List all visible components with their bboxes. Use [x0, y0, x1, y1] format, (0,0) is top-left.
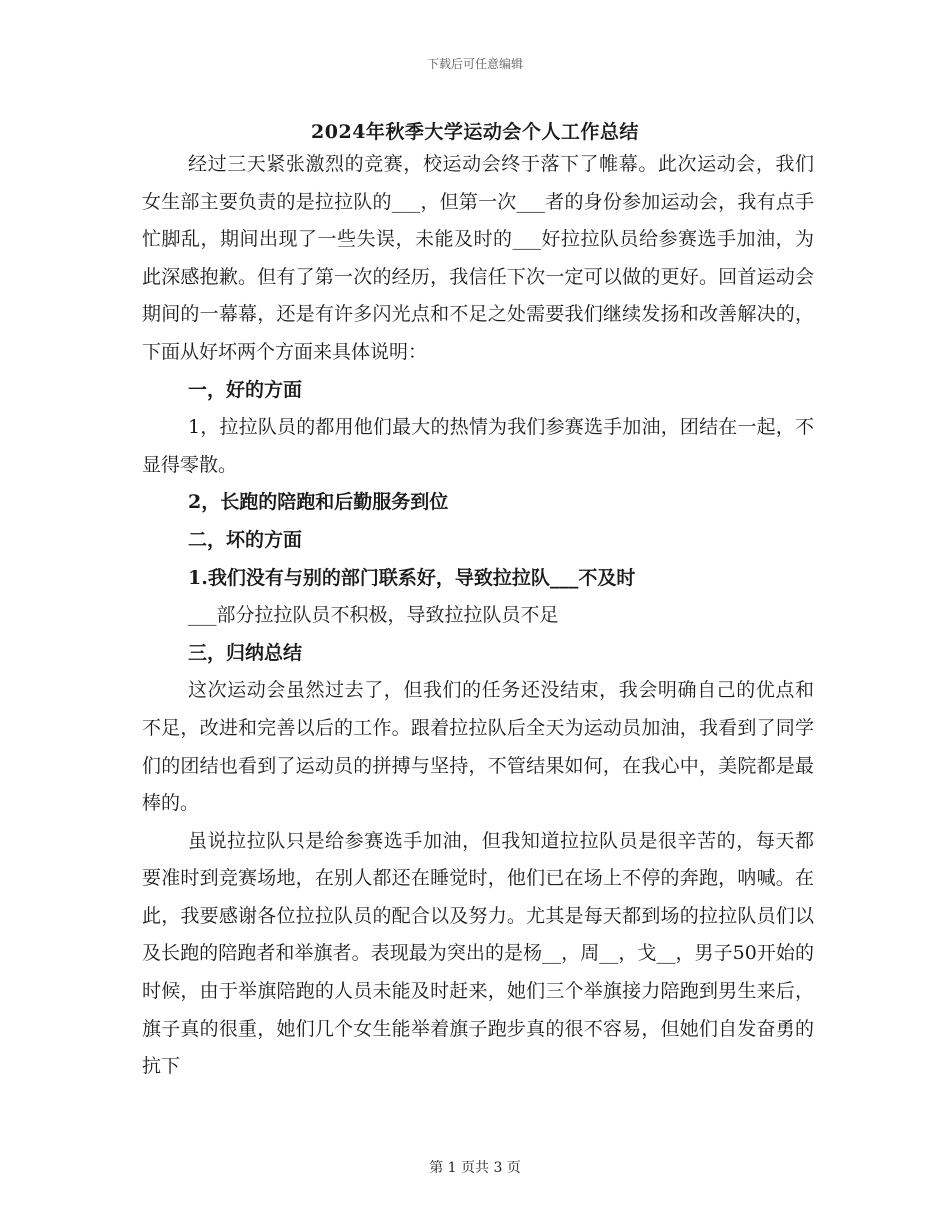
paragraph-summary-1: 这次运动会虽然过去了，但我们的任务还没结束，我会明确自己的优点和不足，改进和完善以后的工作。跟着拉拉队后全天为运动员加油，我看到了同学们的团结也看到了运动员的拼搏与坚持，不管结果如何，在我心中，美院都是最棒的。	[142, 679, 814, 815]
document-body	[142, 146, 814, 1086]
paragraph-summary-2: 虽说拉拉队只是给参赛选手加油，但我知道拉拉队员是很辛苦的，每天都要准时到竞赛场地，在别人都还在睡觉时，他们已在场上不停的奔跑，呐喊。在此，我要感谢各位拉拉队员的配合以及努力。尤其是每天都到场的拉拉队员们以及长跑的陪跑者和举旗者。表现最为突出的是杨__，周__，戈__，男子50开始的时候，由于举旗陪跑的人员未能及时赶来，她们三个举旗接力陪跑到男生来后，旗子真的很重，她们几个女生能举着旗子跑步真的很不容易，但她们自发奋勇的抗下	[142, 829, 814, 1078]
paragraph-bad-2: ___部分拉拉队员不积极，导致拉拉队员不足	[188, 604, 559, 627]
section-heading-summary: 三，归纳总结	[188, 641, 303, 664]
heading-bad-1: 1.我们没有与别的部门联系好，导致拉拉队___不及时	[188, 566, 636, 589]
heading-good-2: 2，长跑的陪跑和后勤服务到位	[188, 491, 449, 514]
section-heading-bad: 二，坏的方面	[188, 528, 303, 551]
page-header: 下载后可任意编辑	[426, 57, 523, 71]
document-title: 2024年秋季大学运动会个人工作总结	[311, 121, 639, 143]
paragraph-intro: 经过三天紧张激烈的竞赛，校运动会终于落下了帷幕。此次运动会，我们女生部主要负责的是拉拉队的___，但第一次___者的身份参加运动会，我有点手忙脚乱，期间出现了一些失误，未能及时的___好拉拉队员给参赛选手加油，为此深感抱歉。但有了第一次的经历，我信任下次一定可以做的更好。回首运动会期间的一幕幕，还是有许多闪光点和不足之处需要我们继续发扬和改善解决的，下面从好坏两个方面来具体说明：	[142, 153, 814, 363]
page-footer: 第 1 页共 3 页	[429, 1160, 521, 1176]
paragraph-good-1: 1，拉拉队员的都用他们最大的热情为我们参赛选手加油，团结在一起，不显得零散。	[142, 416, 814, 476]
section-heading-good: 一，好的方面	[188, 378, 303, 401]
